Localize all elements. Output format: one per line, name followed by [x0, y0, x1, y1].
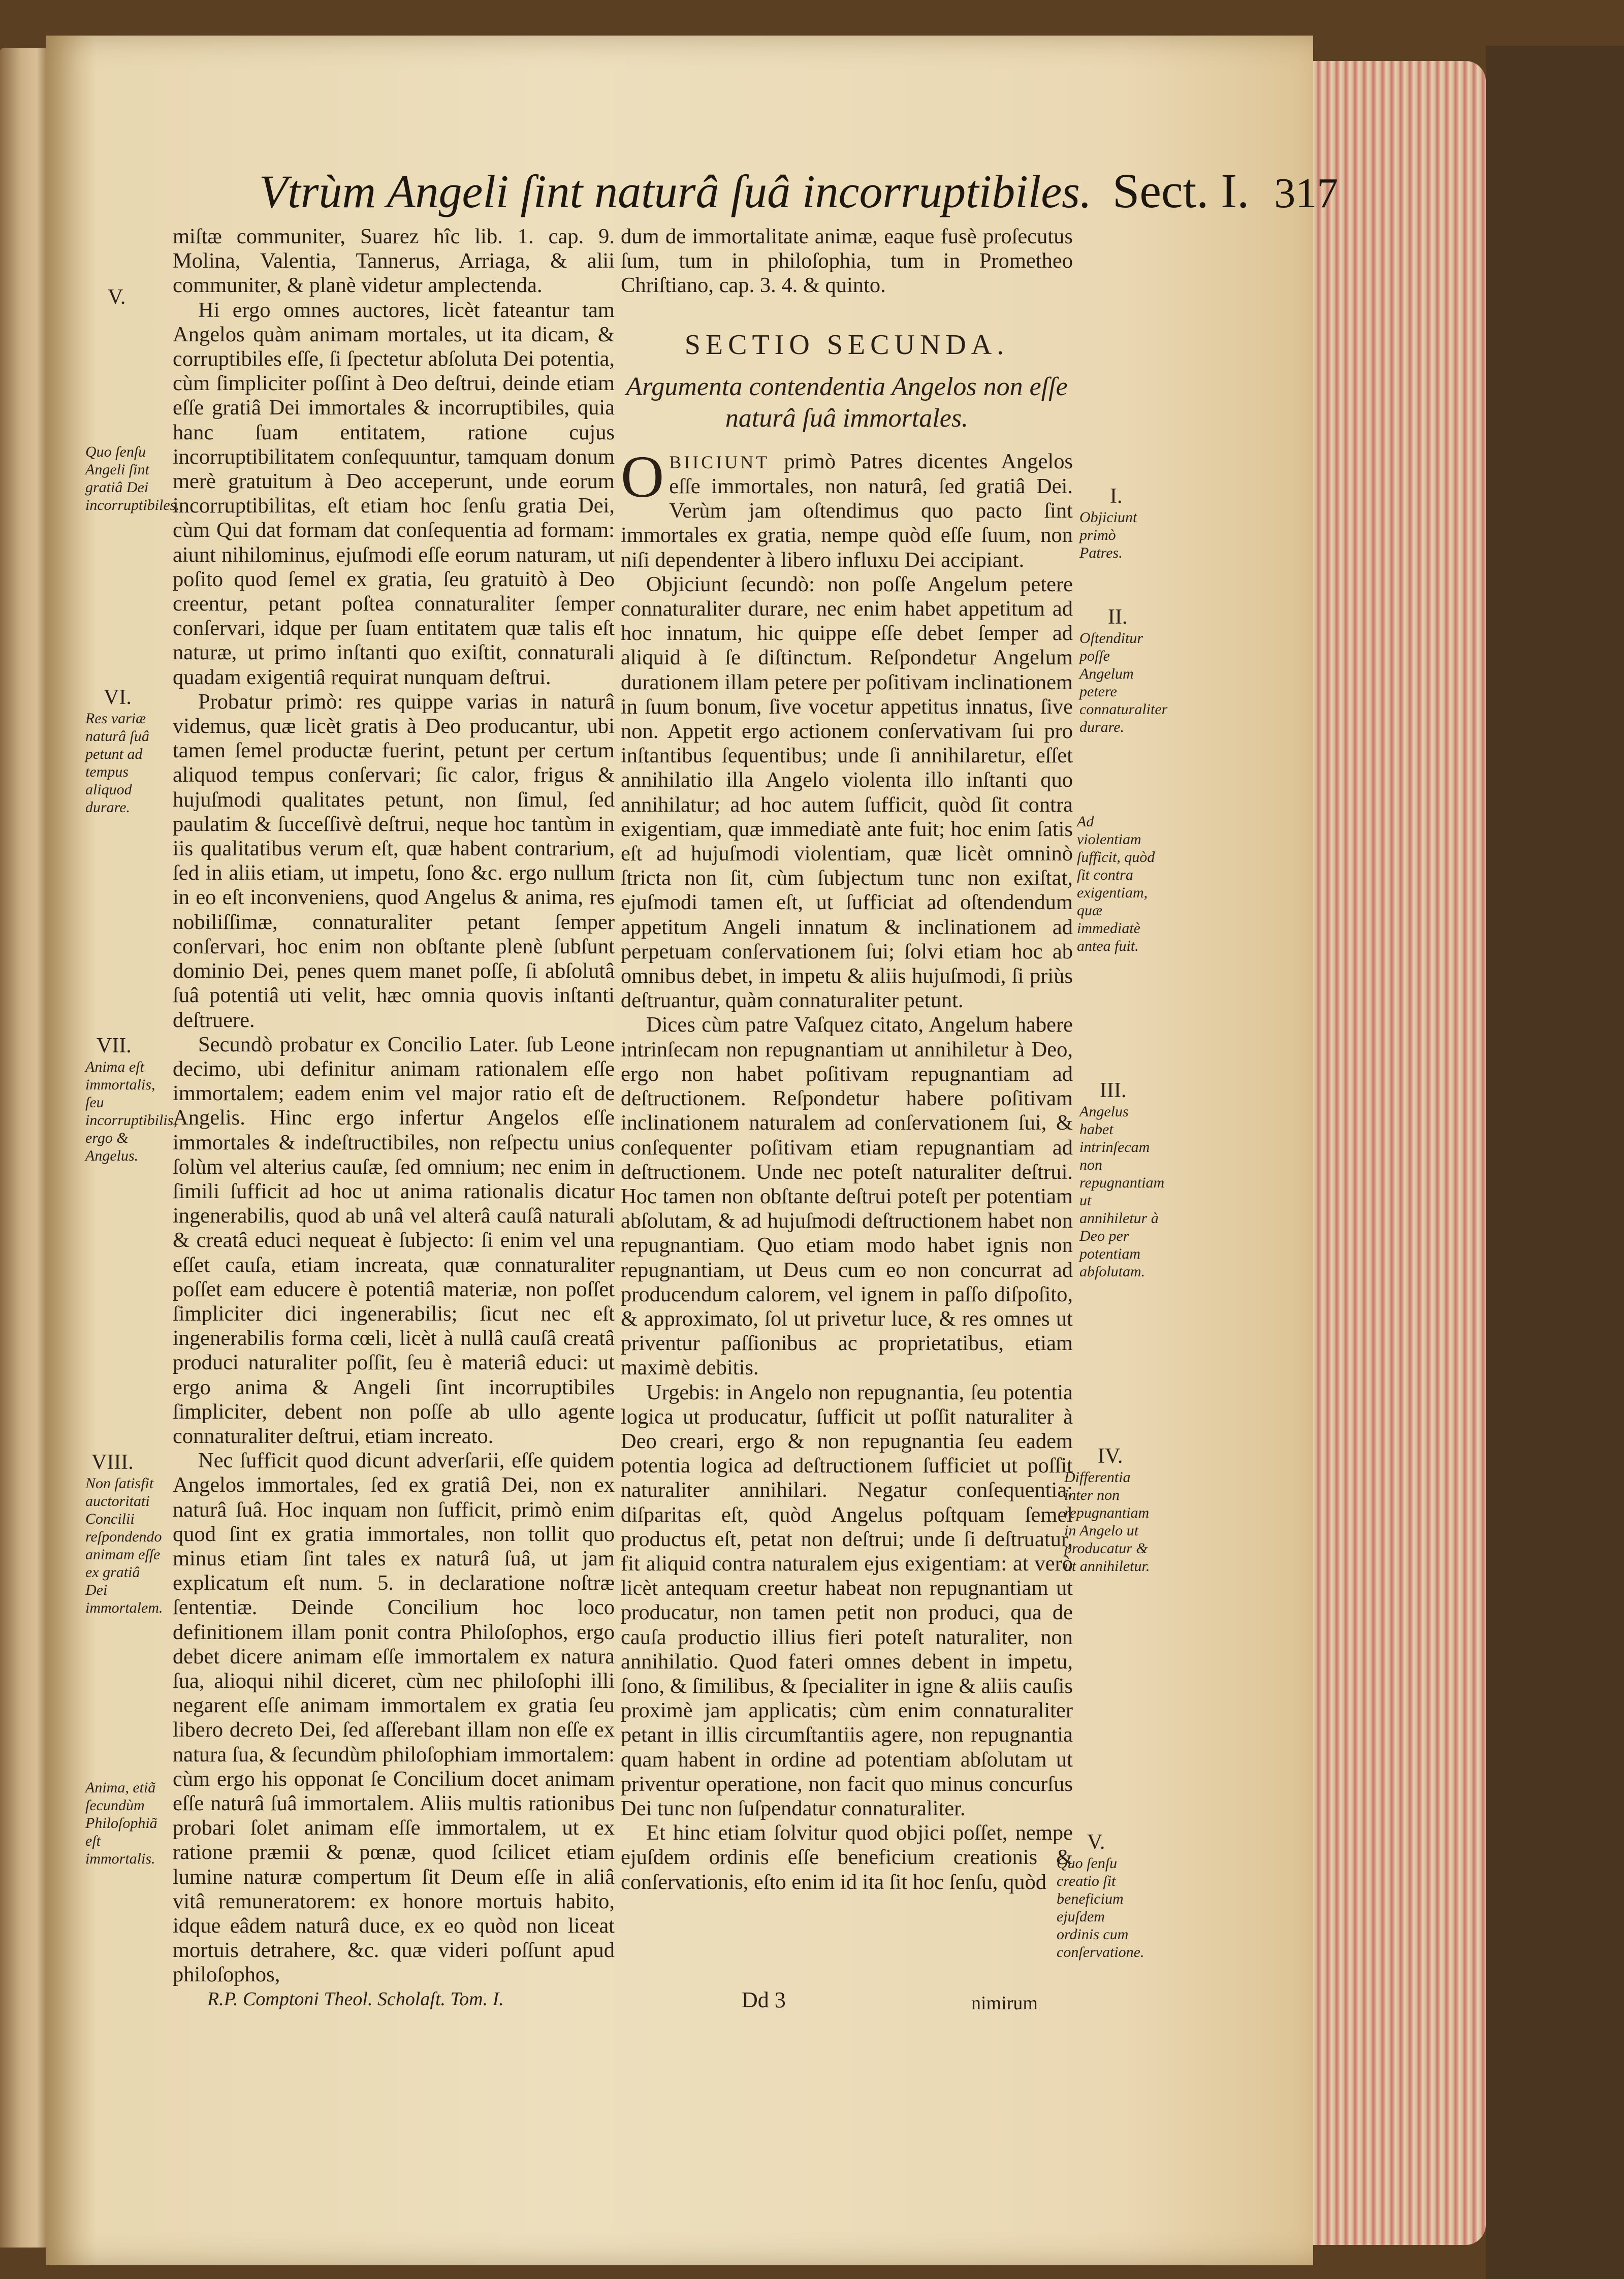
drop-cap: O: [621, 443, 664, 510]
running-header: [259, 163, 1339, 223]
section-subheading: Argumenta contendentia Angelos non eſſe naturâ ſuâ immortales.: [626, 372, 1068, 433]
left-margin-note-2: Quo ſenſu Angeli ſint gratiâ Dei incorruptibiles.: [85, 443, 180, 513]
right-column: [621, 224, 1073, 1895]
signature-mark: Dd 3: [742, 1987, 786, 2012]
left-margin-note-1: V.: [108, 285, 126, 309]
left-margin-note-5: VIII. Non ſatisfit auctoritati Concilii reſpondendo animam eſſe ex gratiâ Dei immortalem.: [85, 1451, 163, 1616]
right-margin-note-3: Ad violentiam ſufficit, quòd ſit contra exigentiam, quæ immediatè antea fuit.: [1077, 813, 1155, 954]
running-title: Vtrùm Angeli ſint naturâ ſuâ incorruptibiles.: [259, 166, 1092, 217]
page-number: 317: [1274, 170, 1339, 217]
section-label: Sect. I.: [1112, 164, 1250, 218]
small-caps-word: BIICIUNT: [669, 452, 770, 472]
left-para-1: miſtæ communiter, Suarez hîc lib. 1. cap. 9. Molina, Valentia, Tannerus, Arriaga, & alii communiter, & planè videtur amplectenda.: [173, 224, 615, 298]
right-margin-note-6: V. Quo ſenſu creatio ſit beneficium ejuſdem ordinis cum conſervatione.: [1057, 1831, 1144, 1961]
left-column: [173, 224, 615, 1987]
signature-line: R.P. Comptoni Theol. Scholaſt. Tom. I.: [207, 1988, 504, 2010]
left-para-5: Nec ſufficit quod dicunt adverſarii, eſſe quidem Angelos immortales, ſed ex gratiâ Dei, non ex naturâ ſuâ. Hoc inquam non ſufficit, primò enim quod ſint ex gratia immortales, non tollit quo minus etiam ſint tales ex naturâ ſuâ, ut jam explicatum eſt num. 5. in declaratione noſtræ ſententiæ. Deinde Concilium hoc loco definitionem illam ponit contra Philoſophos, ergo debet dicere animam eſſe immortalem ex natura ſua, alioqui nihil diceret, cùm nec philoſophi illi negarent eſſe animam immortalem ex gratia ſeu libero decreto Dei, ſed aſſerebant illam non eſſe ex natura ſua, & ſecundùm philoſophiam immortalem: cùm ergo his opponat ſe Concilium docet animam eſſe naturâ ſuâ immortalem. Aliis multis rationibus probari ſolet animam eſſe immortalem, ut ex ratione præmii & pœnæ, quod ſcilicet etiam lumine naturæ compertum ſit Deum eſſe in aliâ vitâ remuneratorem: ex honore mortuis habito, idque eâdem naturâ duce, ex eo quòd non liceat mortuis detrahere, &c. quæ videri poſſunt apud philoſophos,: [173, 1449, 615, 1987]
right-para-4: Urgebis: in Angelo non repugnantia, ſeu potentia logica ut producatur, ſufficit ut poſſit naturaliter à Deo creari, ergo & non repugnantia ſeu eadem potentia logica ad deſtructionem ſufficiet ut poſſit naturaliter annihilari. Negatur conſequentia: diſparitas eſt, quòd Angelus poſtquam ſemel productus eſt, petat non deſtrui; unde ſi deſtruatur, fit aliquid contra naturalem ejus exigentiam: at verò licèt antequam creetur habeat non repugnantiam ut producatur, non tamen petit non produci, qua de cauſa productio illius fieri poteſt naturaliter, non annihilatio. Quod fateri omnes debent in impetu, ſono, & ſimilibus, & ſpecialiter in igne & aliis cauſis proximè jam applicatis; cùm enim connaturaliter petant in illis circumſtantiis agere, non repugnantia quam habent in ordine ad potentiam abſolutam ut priventur operatione, non facit quo minus concurſus Dei tunc non ſuſpendatur connaturaliter.: [621, 1380, 1073, 1820]
left-para-3: Probatur primò: res quippe varias in naturâ videmus, quæ licèt gratis à Deo producantur, ubi tamen ſemel productæ fuerint, petunt per certum aliquod tempus conſervari; ſic calor, frigus & hujuſmodi qualitates petunt, non ſimul, ſed paulatim & ſucceſſivè deſtrui, neque hoc tantùm in iis qualitatibus verum eſt, quæ habent contrarium, ſed in aliis etiam, ut impetu, ſono &c. ergo nullum in eo eſt inconveniens, quod Angelus & anima, res nobiliſſimæ, connaturaliter petant ſemper conſervari, hoc enim non obſtante plenè ſubſunt dominio Dei, penes quem manet poſſe, ſi abſolutâ ſuâ potentiâ uti velit, hæc omnia quovis inſtanti deſtruere.: [173, 689, 615, 1032]
left-margin-note-6: Anima, etiã ſecundùm Philoſophiã eſt immortalis.: [85, 1779, 157, 1867]
left-para-2: Hi ergo omnes auctores, licèt fateantur tam Angelos quàm animam mortales, ut ita dicam, & corruptibiles eſſe, ſi ſpectetur abſoluta Dei potentia, cùm ſimpliciter poſſint à Deo deſtrui, deinde etiam eſſe gratiâ Dei immortales & incorruptibiles, quia hanc ſuam entitatem, ratione cujus incorruptibilitatem conſequuntur, tamquam donum merè gratuitum à Deo acceperunt, unde eorum incorruptibilitas, eſt etiam hoc ſenſu gratia Dei, cùm Qui dat formam dat conſequentia ad formam: aiunt nihilominus, ejuſmodi eſſe eorum naturam, ut poſito quod ſemel ex gratia, ſeu gratuitò à Deo creentur, petant poſtea connaturaliter ſemper conſervari, idque per ſuam entitatem quæ talis eſt naturæ, ut primo inſtanti quo exiſtit, connaturali quadam exigentiâ requirat nunquam deſtrui.: [173, 298, 615, 689]
right-margin-note-1: I. Objiciunt primò Patres.: [1079, 485, 1137, 561]
left-margin-note-3: VI. Res variæ naturâ ſuâ petunt ad tempus aliquod durare.: [85, 686, 149, 816]
right-intro: dum de immortalitate animæ, eaque fusè proſecutus ſum, tum in philoſophia, tum in Prometheo Chriſtiano, cap. 3. 4. & quinto.: [621, 224, 1073, 298]
catchword: nimirum: [971, 1993, 1038, 2014]
right-para-3: Dices cùm patre Vaſquez citato, Angelum habere intrinſecam non repugnantiam ut annihiletur à Deo, ergo non habet poſitivam repugnantiam ad deſtructionem. Reſpondetur habere poſitivam inclinationem naturalem ad conſervationem ſui, & conſequenter poſitivam etiam repugnantiam ad deſtructionem. Unde nec poteſt naturaliter deſtrui. Hoc tamen non obſtante deſtrui poteſt per potentiam abſolutam, & ad hujuſmodi deſtructionem habet non repugnantiam. Quo etiam modo habet ignis non repugnantiam, ut Deus cum eo non concurrat ad producendum calorem, vel ignem in paſſo diſpoſito, & approximato, ſol ut privetur luce, & res omnes ut priventur paſſionibus ac proprietatibus, etiam maximè debitis.: [621, 1013, 1073, 1380]
right-para-2: Objiciunt ſecundò: non poſſe Angelum petere connaturaliter durare, nec enim habet appetitum ad hoc innatum, hic quippe eſſe debet ſemper ad aliquid à ſe diſtinctum. Reſpondetur Angelum durationem illam petere per poſitivam inclinationem in ſuum bonum, ſive vocetur appetitus innatus, ſive non. Appetit ergo actionem conſervativam ſui pro inſtantibus ſequentibus; unde ſi annihilaretur, eſſet annihilatio illa Angelo violenta illo inſtanti quo annihilatur; ad hoc autem ſufficit, quòd ſit contra exigentiam, quæ immediatè ante fuit; hoc enim ſatis eſt ad hujuſmodi violentiam, quæ licèt omninò ſtricta non ſit, cùm ſubjectum tunc non exiſtat, ejuſmodi tamen eſt, ut ſufficiat ad oſtendendum appetitum Angeli innatum & inclinationem ad perpetuam conſervationem ſui; ſolvi etiam hoc ab omnibus debet, in impetu & aliis hujuſmodi, ſi priùs deſtruantur, quàm connaturaliter petunt.: [621, 572, 1073, 1013]
right-margin-note-5: IV. Differentia inter non repugnantiam in Angelo ut producatur & ut annihiletur.: [1064, 1445, 1150, 1575]
right-para-first-text: primò Patres dicentes Angelos eſſe immortales, non naturâ, ſed gratiâ Dei. Verùm jam oſtendimus quo pacto ſint immortales ex gratia, nempe quòd eſſe ſuum, non niſi dependenter à libero influxu Dei accipiant.: [621, 449, 1073, 572]
left-margin-note-4: VII. Anima eſt immortalis, ſeu incorruptibilis; ergo & Angelus.: [85, 1034, 179, 1164]
right-para-5: Et hinc etiam ſolvitur quod objici poſſet, nempe ejuſdem ordinis eſſe beneficium creationis & conſervationis, eſto enim id ita ſit hoc ſenſu, quòd: [621, 1821, 1073, 1894]
page-edges: [1313, 61, 1486, 2245]
right-para-first: [621, 443, 1073, 572]
right-margin-note-4: III. Angelus habet intrinſecam non repugnantiam ut annihiletur à Deo per potentiam abſolutam.: [1079, 1079, 1165, 1280]
book-shadow: [1486, 46, 1624, 2279]
left-para-4: Secundò probatur ex Concilio Later. ſub Leone decimo, ubi definitur animam rationalem eſſe immortalem; eadem enim vel major ratio eſt de Angelis. Hinc ergo infertur Angelos eſſe immortales & indeſtructibiles, non reſpectu unius ſolùm vel alterius cauſæ, ſed omnium; nec enim in ſimili ſufficit ad hoc ut anima rationalis dicatur ingenerabilis, quod ab unâ vel alterâ cauſâ naturali & creatâ educi nequeat è ſubjecto: ſi enim vel una eſſet cauſa, etiam increata, quæ connaturaliter poſſet eam educere è potentiâ materiæ, non poſſet ſimpliciter dici ingenerabilis; ſicut nec eſt ingenerabilis forma cœli, licèt à nullâ cauſâ creatâ produci naturaliter poſſit, ſeu è materiâ educi: ut ergo anima & Angeli ſint incorruptibiles ſimpliciter, debent non poſſe ab ullo agente connaturaliter deſtrui, etiam increato.: [173, 1032, 615, 1448]
right-margin-note-2: II. Oſtenditur poſſe Angelum petere connaturaliter durare.: [1079, 605, 1168, 735]
facing-page-edge: [0, 48, 46, 2248]
section-heading: SECTIO SECUNDA.: [684, 329, 1009, 361]
